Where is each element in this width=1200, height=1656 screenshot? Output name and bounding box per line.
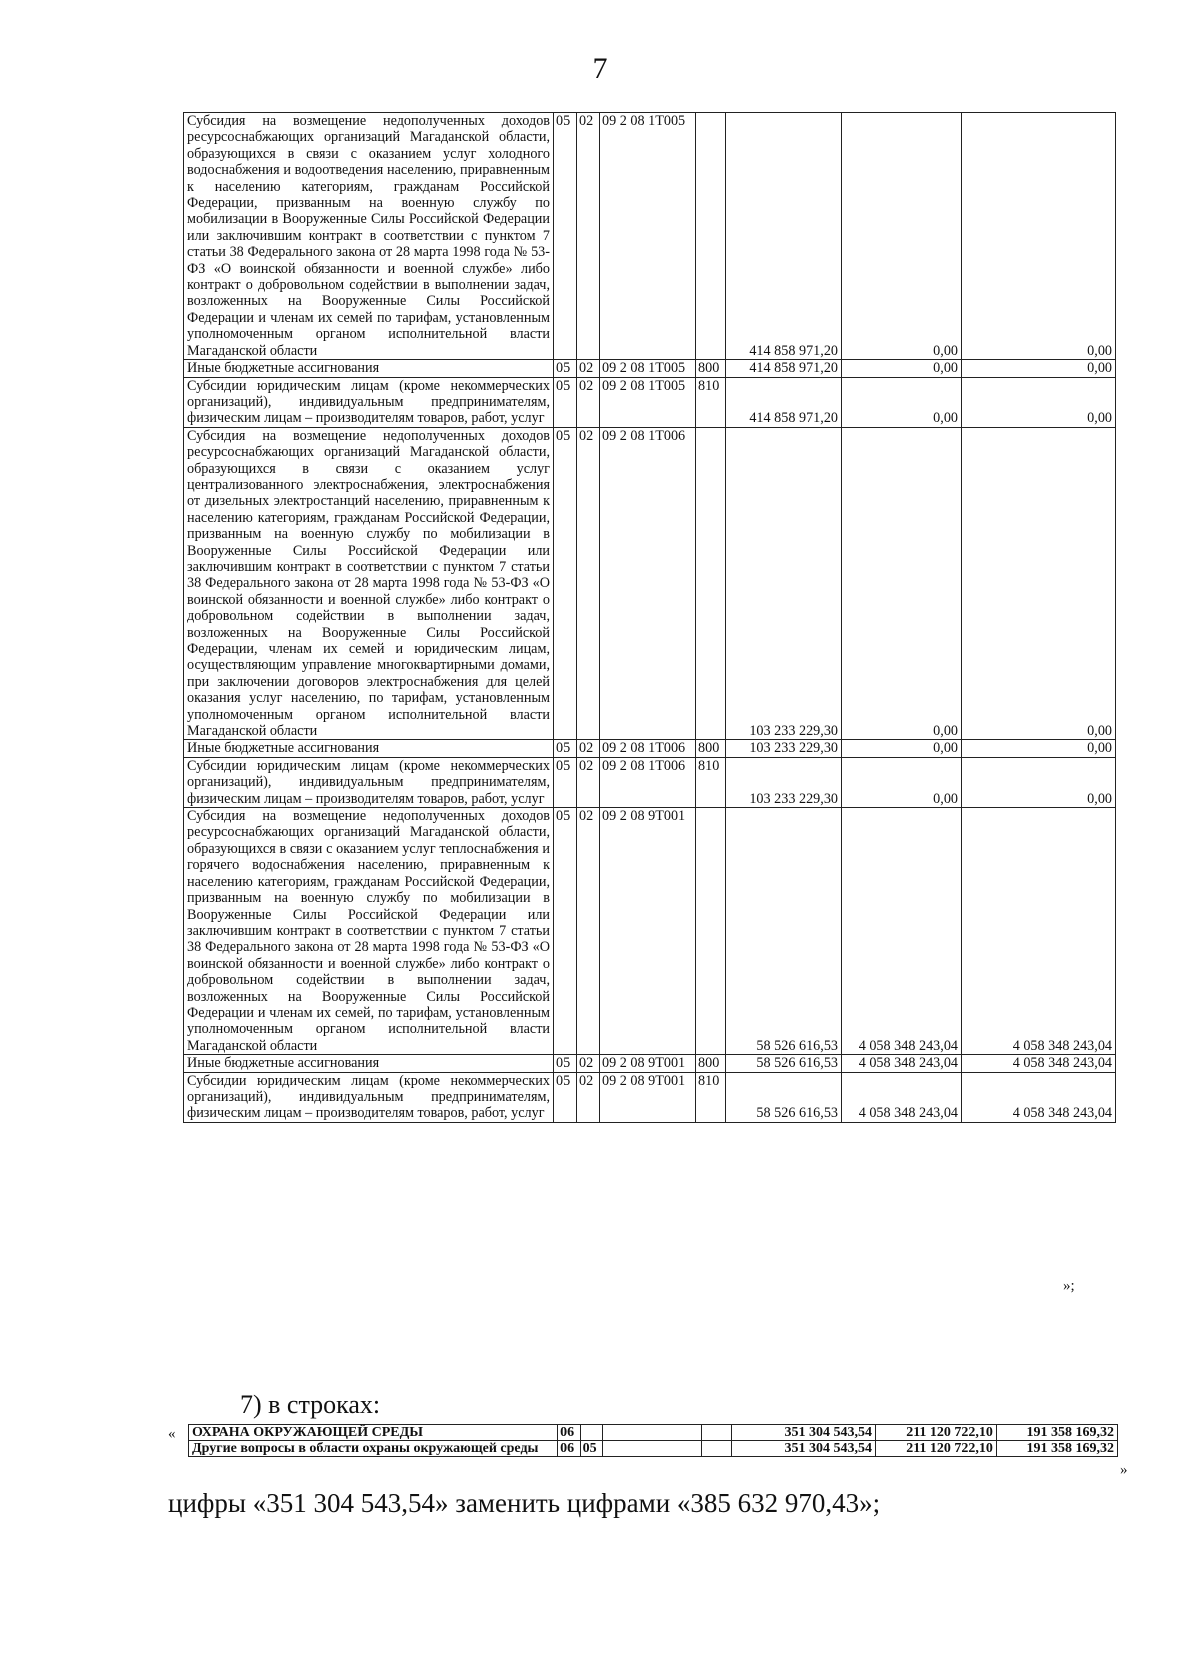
amount-year-1: 103 233 229,30 bbox=[726, 427, 842, 740]
table-row bbox=[184, 808, 1116, 1055]
amount-year-1: 58 526 616,53 bbox=[726, 808, 842, 1055]
expense-type-code: 800 bbox=[696, 360, 726, 377]
row-description: Иные бюджетные ассигнования bbox=[184, 1055, 554, 1072]
amount-year-3: 0,00 bbox=[962, 740, 1116, 757]
row-description: Субсидии юридическим лицам (кроме некоммерческих организаций), индивидуальным предпринимателям, физическим лицам – производителям товаров, работ, услуг bbox=[184, 757, 554, 807]
row-description: Субсидия на возмещение недополученных доходов ресурсоснабжающих организаций Магаданской области, образующихся в связи с оказанием услуг теплоснабжения и горячего водоснабжения населению, приравненным к населению категориям, гражданам Российской Федерации, призванным на военную службу по мобилизации в Вооруженные Силы Российской Федерации или заключившим контракт в соответствии с пунктом 7 статьи 38 Федерального закона от 28 марта 1998 года № 53-ФЗ «О воинской обязанности и военной службе» либо контракт о добровольном содействии в выполнении задач, возложенных на Вооруженные Силы Российской Федерации и членам их семей, по тарифам, установленным уполномоченным органом исполнительной власти Магаданской области bbox=[184, 808, 554, 1055]
target-item-code: 09 2 08 9Т001 bbox=[600, 1072, 696, 1122]
amount-year-3: 191 358 169,32 bbox=[996, 1441, 1117, 1457]
row-description: Субсидии юридическим лицам (кроме некоммерческих организаций), индивидуальным предпринимателям, физическим лицам – производителям товаров, работ, услуг bbox=[184, 1072, 554, 1122]
table-row bbox=[189, 1425, 1118, 1441]
environment-table bbox=[188, 1424, 1118, 1457]
table-row bbox=[184, 427, 1116, 740]
subsection-code: 05 bbox=[580, 1441, 603, 1457]
target-item-code: 09 2 08 1Т006 bbox=[600, 740, 696, 757]
table-row bbox=[184, 740, 1116, 757]
closing-mark: »; bbox=[1063, 1278, 1075, 1294]
target-item-code: 09 2 08 1Т005 bbox=[600, 113, 696, 360]
amount-year-2: 4 058 348 243,04 bbox=[842, 1072, 962, 1122]
amount-year-2: 0,00 bbox=[842, 427, 962, 740]
row-description: Субсидия на возмещение недополученных доходов ресурсоснабжающих организаций Магаданской области, образующихся в связи с оказанием услуг централизованного электроснабжения, электроснабжения от дизельных электростанций населению, приравненным к населению категориям, гражданам Российской Федерации, призванным на военную службу по мобилизации в Вооруженные Силы Российской Федерации или заключившим контракт в соответствии с пунктом 7 статьи 38 Федерального закона от 28 марта 1998 года № 53-ФЗ «О воинской обязанности и военной службе» либо контракт о добровольном содействии в выполнении задач, возложенных на Вооруженные Силы Российской Федерации, членам их семей и юридическим лицам, осуществляющим управление многоквартирными домами, при заключении договоров электроснабжения для целей оказания услуг населению, по тарифам, установленным уполномоченным органом исполнительной власти Магаданской области bbox=[184, 427, 554, 740]
subsection-code: 02 bbox=[577, 1055, 600, 1072]
section-code: 06 bbox=[558, 1441, 581, 1457]
amount-year-1: 351 304 543,54 bbox=[732, 1441, 876, 1457]
open-quote: « bbox=[168, 1426, 176, 1442]
amount-year-1: 414 858 971,20 bbox=[726, 377, 842, 427]
amount-year-3: 0,00 bbox=[962, 377, 1116, 427]
section-code: 05 bbox=[554, 1072, 577, 1122]
amount-year-2: 0,00 bbox=[842, 757, 962, 807]
section-code: 05 bbox=[554, 808, 577, 1055]
table-row bbox=[189, 1441, 1118, 1457]
row-description: Субсидия на возмещение недополученных доходов ресурсоснабжающих организаций Магаданской области, образующихся в связи с оказанием услуг холодного водоснабжения и водоотведения населению, приравненным к населению категориям, гражданам Российской Федерации, призванным на военную службу по мобилизации в Вооруженные Силы Российской Федерации или заключившим контракт в соответствии с пунктом 7 статьи 38 Федерального закона от 28 марта 1998 года № 53-ФЗ «О воинской обязанности и военной службе» либо контракт о добровольном содействии в выполнении задач, возложенных на Вооруженные Силы Российской Федерации и членам их семей по тарифам, установленным уполномоченным органом исполнительной власти Магаданской области bbox=[184, 113, 554, 360]
row-description: Субсидии юридическим лицам (кроме некоммерческих организаций), индивидуальным предпринимателям, физическим лицам – производителям товаров, работ, услуг bbox=[184, 377, 554, 427]
amount-year-3: 0,00 bbox=[962, 360, 1116, 377]
subsection-code: 02 bbox=[577, 377, 600, 427]
section-code: 05 bbox=[554, 360, 577, 377]
amount-year-1: 58 526 616,53 bbox=[726, 1072, 842, 1122]
expense-type-code: 810 bbox=[696, 1072, 726, 1122]
target-item-code: 09 2 08 1Т006 bbox=[600, 757, 696, 807]
amount-year-1: 58 526 616,53 bbox=[726, 1055, 842, 1072]
amount-year-1: 414 858 971,20 bbox=[726, 113, 842, 360]
subsection-code: 02 bbox=[577, 808, 600, 1055]
table-row bbox=[184, 113, 1116, 360]
target-item-code: 09 2 08 1Т006 bbox=[600, 427, 696, 740]
section-code: 06 bbox=[558, 1425, 581, 1441]
subsection-code: 02 bbox=[577, 1072, 600, 1122]
expense-type-code bbox=[701, 1441, 732, 1457]
target-item-code: 09 2 08 1Т005 bbox=[600, 377, 696, 427]
amount-year-2: 0,00 bbox=[842, 377, 962, 427]
subsection-code: 02 bbox=[577, 757, 600, 807]
subsection-code: 02 bbox=[577, 113, 600, 360]
table-row bbox=[184, 360, 1116, 377]
expense-type-code: 800 bbox=[696, 1055, 726, 1072]
target-item-code bbox=[603, 1441, 701, 1457]
subsection-code bbox=[580, 1425, 603, 1441]
expense-type-code: 810 bbox=[696, 757, 726, 807]
amount-year-3: 4 058 348 243,04 bbox=[962, 808, 1116, 1055]
subsection-code: 02 bbox=[577, 740, 600, 757]
table-row bbox=[184, 1055, 1116, 1072]
page-number: 7 bbox=[592, 52, 608, 85]
close-quote: » bbox=[1120, 1462, 1128, 1478]
target-item-code bbox=[603, 1425, 701, 1441]
row-description: Иные бюджетные ассигнования bbox=[184, 740, 554, 757]
row-description: Иные бюджетные ассигнования bbox=[184, 360, 554, 377]
expense-type-code bbox=[701, 1425, 732, 1441]
row-description: Другие вопросы в области охраны окружающей среды bbox=[189, 1441, 558, 1457]
amount-year-3: 0,00 bbox=[962, 757, 1116, 807]
amount-year-2: 4 058 348 243,04 bbox=[842, 808, 962, 1055]
table-row bbox=[184, 377, 1116, 427]
row-description: ОХРАНА ОКРУЖАЮЩЕЙ СРЕДЫ bbox=[189, 1425, 558, 1441]
amount-year-2: 211 120 722,10 bbox=[875, 1425, 996, 1441]
expense-type-code: 800 bbox=[696, 740, 726, 757]
amount-year-1: 351 304 543,54 bbox=[732, 1425, 876, 1441]
subsection-code: 02 bbox=[577, 427, 600, 740]
amount-year-1: 103 233 229,30 bbox=[726, 757, 842, 807]
replacement-instruction: цифры «351 304 543,54» заменить цифрами «385 632 970,43»; bbox=[168, 1488, 881, 1518]
amount-year-2: 0,00 bbox=[842, 740, 962, 757]
expense-type-code bbox=[696, 427, 726, 740]
budget-table bbox=[183, 112, 1116, 1123]
section-code: 05 bbox=[554, 113, 577, 360]
section-code: 05 bbox=[554, 377, 577, 427]
subsection-code: 02 bbox=[577, 360, 600, 377]
target-item-code: 09 2 08 9Т001 bbox=[600, 1055, 696, 1072]
target-item-code: 09 2 08 9Т001 bbox=[600, 808, 696, 1055]
amount-year-3: 0,00 bbox=[962, 113, 1116, 360]
table-row bbox=[184, 1072, 1116, 1122]
expense-type-code bbox=[696, 808, 726, 1055]
amount-year-3: 0,00 bbox=[962, 427, 1116, 740]
amount-year-2: 4 058 348 243,04 bbox=[842, 1055, 962, 1072]
amount-year-3: 4 058 348 243,04 bbox=[962, 1055, 1116, 1072]
target-item-code: 09 2 08 1Т005 bbox=[600, 360, 696, 377]
amount-year-1: 103 233 229,30 bbox=[726, 740, 842, 757]
section-code: 05 bbox=[554, 757, 577, 807]
section-code: 05 bbox=[554, 740, 577, 757]
amount-year-3: 4 058 348 243,04 bbox=[962, 1072, 1116, 1122]
amount-year-1: 414 858 971,20 bbox=[726, 360, 842, 377]
table-row bbox=[184, 757, 1116, 807]
amount-year-3: 191 358 169,32 bbox=[996, 1425, 1117, 1441]
expense-type-code bbox=[696, 113, 726, 360]
amount-year-2: 0,00 bbox=[842, 113, 962, 360]
amount-year-2: 211 120 722,10 bbox=[875, 1441, 996, 1457]
section-code: 05 bbox=[554, 427, 577, 740]
item-7-heading: 7) в строках: bbox=[240, 1390, 381, 1419]
amount-year-2: 0,00 bbox=[842, 360, 962, 377]
section-code: 05 bbox=[554, 1055, 577, 1072]
expense-type-code: 810 bbox=[696, 377, 726, 427]
